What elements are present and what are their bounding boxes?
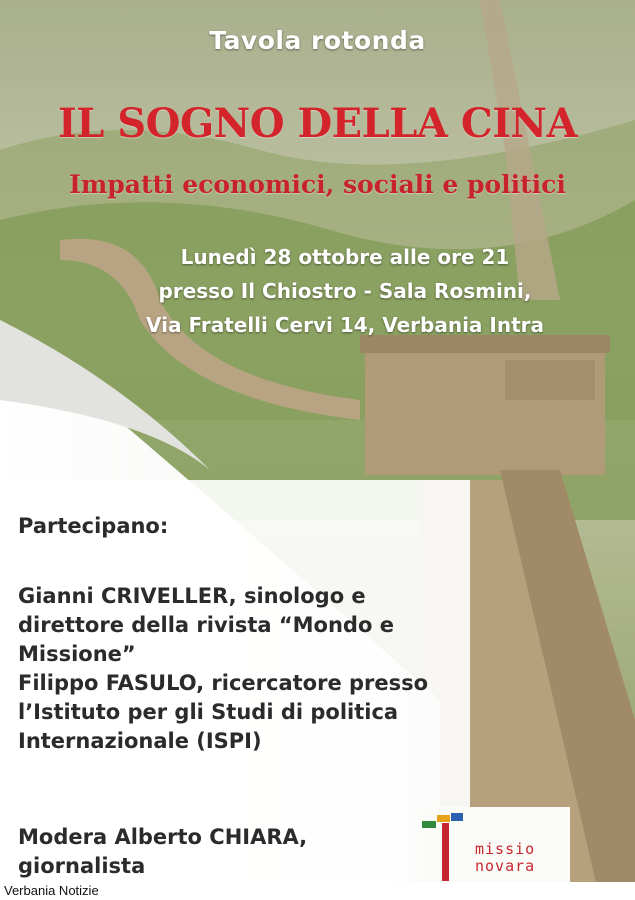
event-venue-line: presso Il Chiostro - Sala Rosmini,: [158, 279, 532, 303]
participants-heading: Partecipano:: [18, 514, 169, 538]
credit-text: Verbania Notizie: [4, 883, 99, 898]
logo-line: missio: [475, 840, 536, 858]
missio-novara-logo: [420, 807, 570, 887]
event-title: IL SOGNO DELLA CINA: [57, 100, 577, 147]
moderator-line: Modera Alberto CHIARA,: [18, 825, 308, 849]
event-date-line: Lunedì 28 ottobre alle ore 21: [180, 245, 510, 269]
event-kicker: Tavola rotonda: [209, 26, 426, 55]
event-subtitle: Impatti economici, sociali e politici: [69, 170, 566, 199]
moderator-line: giornalista: [18, 854, 146, 878]
participants-list: [18, 582, 458, 756]
source-credit: [0, 882, 635, 900]
event-address-line: Via Fratelli Cervi 14, Verbania Intra: [146, 313, 544, 337]
participant-line: Missione”: [18, 642, 136, 666]
participant-line: Gianni CRIVELLER, sinologo e: [18, 584, 366, 608]
participant-line: direttore della rivista “Mondo e: [18, 613, 394, 637]
logo-text: [475, 841, 535, 875]
participant-line: Filippo FASULO, ricercatore presso: [18, 671, 429, 695]
participant-line: Internazionale (ISPI): [18, 729, 262, 753]
logo-line: novara: [475, 857, 536, 875]
event-details: [0, 240, 635, 342]
cross-icon: [420, 807, 480, 887]
moderator: [18, 823, 438, 881]
participant-line: l’Istituto per gli Studi di politica: [18, 700, 399, 724]
